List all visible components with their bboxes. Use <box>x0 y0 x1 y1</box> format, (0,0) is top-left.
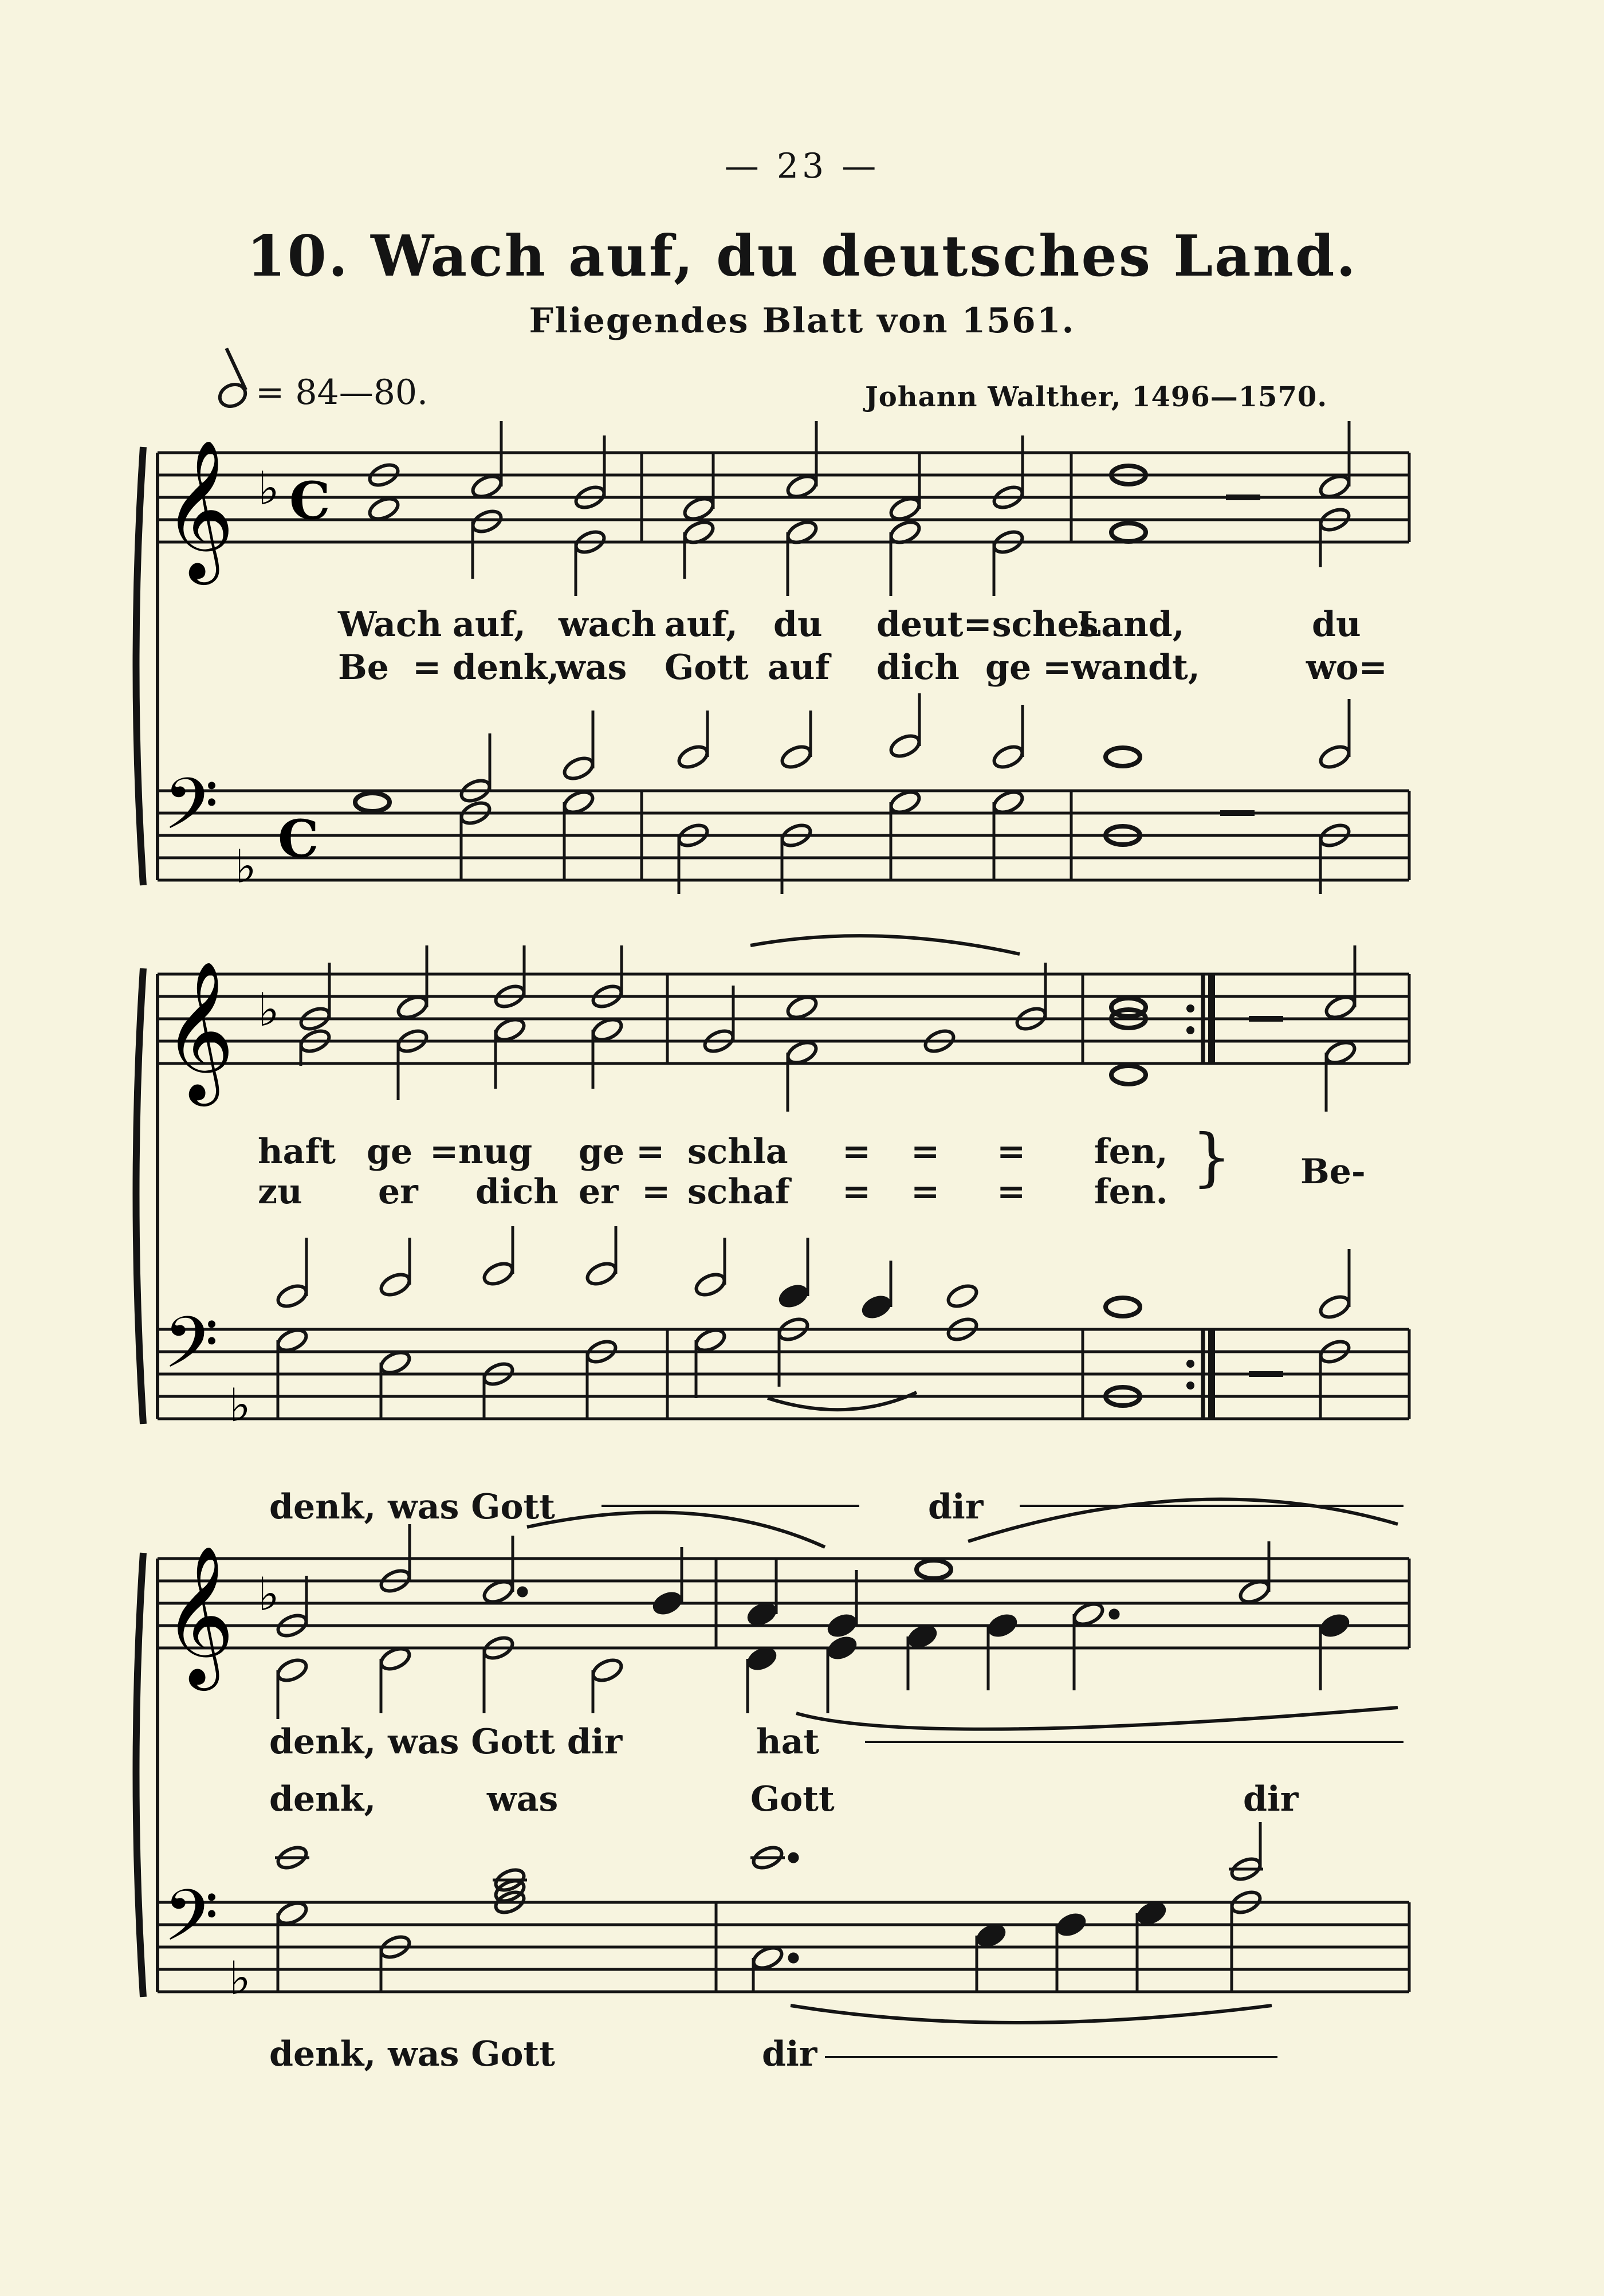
page-number: — 23 — <box>724 146 880 186</box>
lyric: wo= <box>1306 647 1387 688</box>
song-title: 10. Wach auf, du deutsches Land. <box>246 223 1358 289</box>
lyric: denk, <box>453 647 560 688</box>
lyric: = <box>430 1132 459 1172</box>
lyric: denk, was Gott dir <box>269 1722 623 1762</box>
svg-text:C: C <box>289 470 331 531</box>
lyric: zu <box>258 1172 302 1212</box>
song-source: Fliegendes Blatt von 1561. <box>529 301 1075 341</box>
lyric: = <box>412 647 442 688</box>
lyric: dir <box>1243 1779 1299 1819</box>
svg-text:𝄞: 𝄞 <box>163 1544 235 1685</box>
lyric: dir <box>928 1487 984 1527</box>
lyric: fen, <box>1094 1132 1168 1172</box>
lyric: dich <box>876 647 960 688</box>
lyric: ge <box>579 1132 625 1172</box>
lyric: er <box>378 1172 418 1212</box>
verse-brace: } <box>1192 1120 1232 1194</box>
lyric: = <box>842 1172 871 1212</box>
svg-text:♭: ♭ <box>258 983 280 1037</box>
svg-text:♭: ♭ <box>229 1952 251 2005</box>
lyric: deut=sches <box>876 605 1099 645</box>
lyric: = <box>1043 647 1072 688</box>
lyric: = <box>997 1172 1026 1212</box>
svg-text:C: C <box>278 808 319 869</box>
svg-text:♭: ♭ <box>258 1568 280 1621</box>
lyric: fen. <box>1094 1172 1168 1212</box>
svg-text:𝄞: 𝄞 <box>163 438 235 579</box>
lyric: = <box>636 1132 665 1172</box>
lyric: = <box>642 1172 671 1212</box>
lyric: haft <box>258 1132 336 1172</box>
lyric: Gott <box>665 647 749 688</box>
lyric: wach <box>559 605 656 645</box>
lyric: Be- <box>1300 1152 1366 1192</box>
svg-text:♭: ♭ <box>229 1379 251 1432</box>
lyric: hat <box>756 1722 820 1762</box>
lyric: schla <box>687 1132 788 1172</box>
lyric: du <box>1312 605 1361 645</box>
svg-text:♭: ♭ <box>235 840 257 893</box>
lyric: denk, was Gott <box>269 1487 555 1527</box>
lyric: denk, was Gott <box>269 2034 555 2074</box>
lyric: nug <box>458 1132 533 1172</box>
lyric: auf, <box>665 605 738 645</box>
lyric: denk, <box>269 1779 376 1819</box>
lyric: wandt, <box>1071 647 1200 688</box>
lyric: Be <box>338 647 389 688</box>
svg-text:𝄞: 𝄞 <box>163 960 235 1100</box>
lyric: = <box>911 1132 940 1172</box>
lyric: Gott <box>750 1779 835 1819</box>
lyric: schaf <box>687 1172 790 1212</box>
tempo-value: = 84—80. <box>255 372 428 413</box>
treble-staff-1 <box>158 453 1409 542</box>
composer-credit: Johann Walther, 1496—1570. <box>865 381 1328 413</box>
lyric: Wach <box>338 605 442 645</box>
lyric: auf <box>768 647 830 688</box>
lyric: = <box>997 1132 1026 1172</box>
lyric: was <box>556 647 627 688</box>
lyric: dir <box>762 2034 817 2074</box>
lyric: = <box>911 1172 940 1212</box>
lyric: was <box>487 1779 559 1819</box>
svg-text:♭: ♭ <box>258 462 280 515</box>
lyric: du <box>773 605 823 645</box>
lyric: er <box>579 1172 619 1212</box>
svg-text:𝄢: 𝄢 <box>163 1875 219 1975</box>
lyric: auf, <box>453 605 526 645</box>
svg-text:𝄢: 𝄢 <box>163 763 219 863</box>
svg-text:𝄢: 𝄢 <box>163 1302 219 1402</box>
lyric: ge <box>985 647 1032 688</box>
lyric: ge <box>367 1132 413 1172</box>
lyric: dich <box>475 1172 559 1212</box>
lyric: = <box>842 1132 871 1172</box>
lyric: Land, <box>1077 605 1185 645</box>
